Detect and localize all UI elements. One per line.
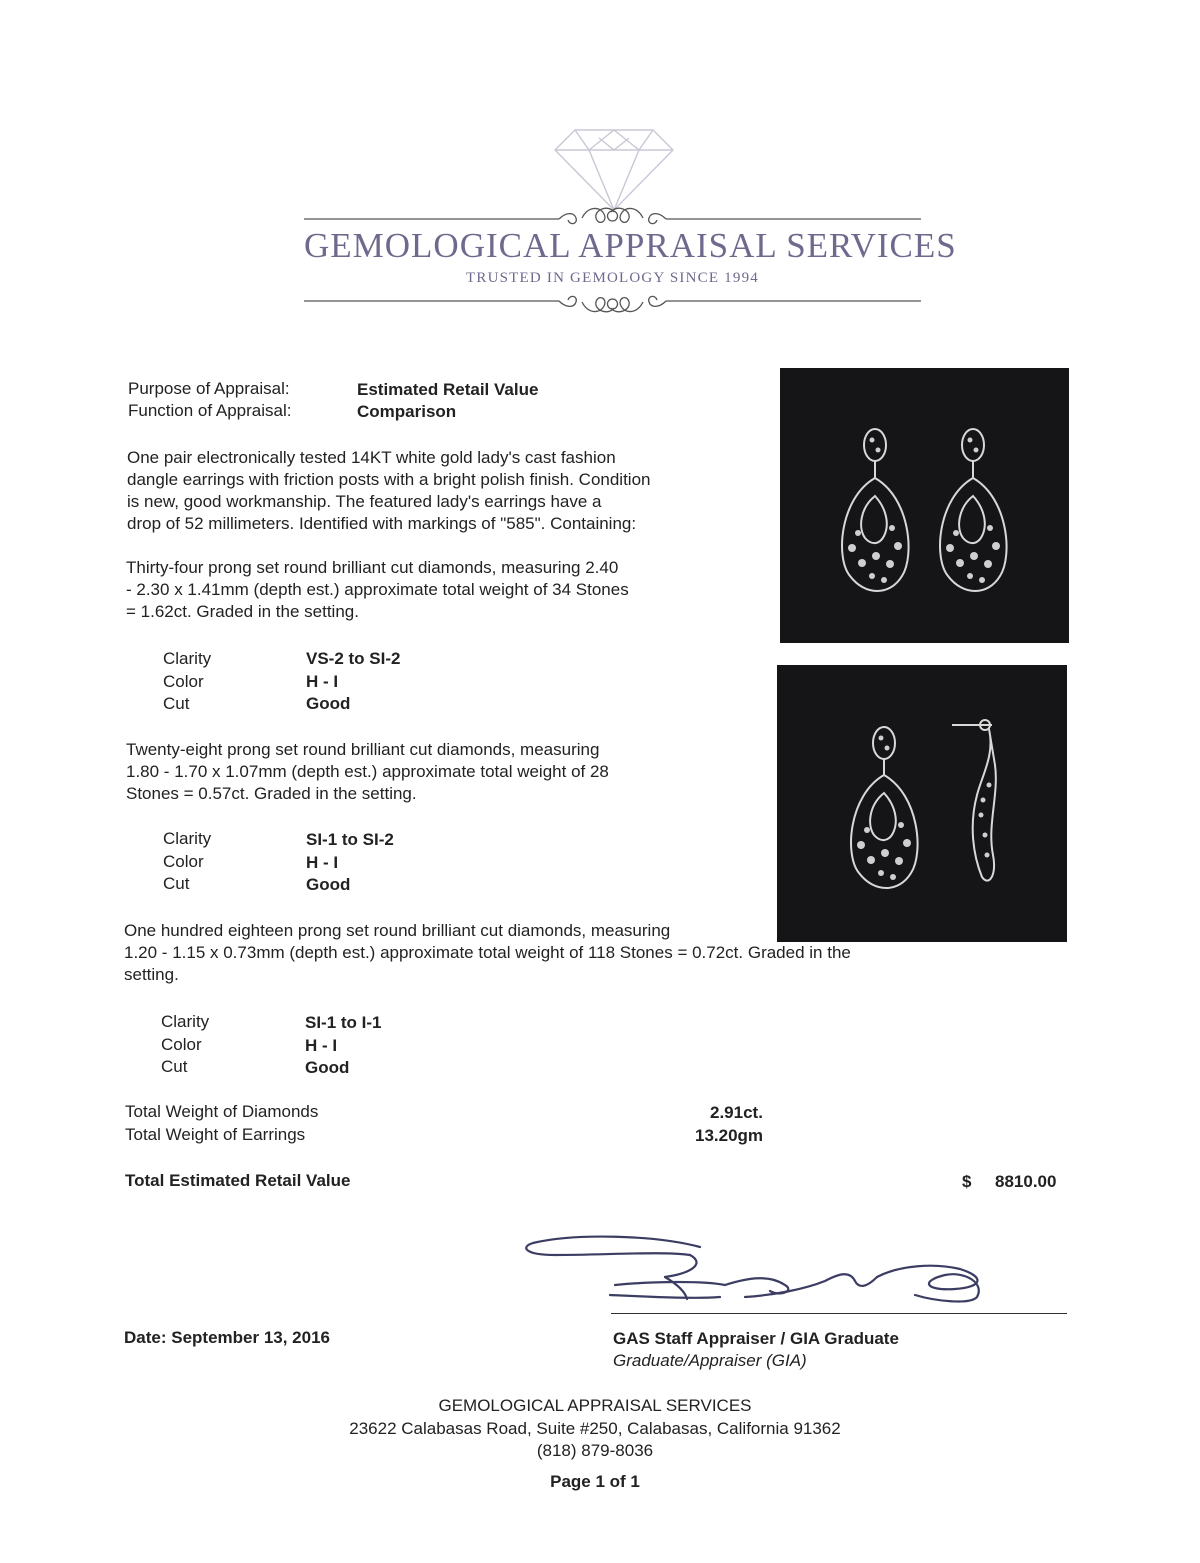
appraiser-title: GAS Staff Appraiser / GIA Graduate [613, 1329, 899, 1348]
stone-group-1-grades [163, 648, 211, 716]
color-value: H - I [306, 671, 339, 691]
stone-line: Thirty-four prong set round brilliant cut diamonds, measuring 2.40 [126, 558, 619, 577]
description-line: drop of 52 millimeters. Identified with markings of "585". Containing: [127, 514, 637, 533]
company-name: GEMOLOGICAL APPRAISAL SERVICES [304, 226, 957, 265]
total-retail-label: Total Estimated Retail Value [125, 1171, 351, 1190]
ornament-divider-bottom [304, 288, 921, 318]
diamond-logo-icon [553, 128, 675, 212]
clarity-value: SI-1 to SI-2 [306, 830, 394, 849]
stone-line: 1.20 - 1.15 x 0.73mm (depth est.) approximate total weight of 118 Stones = 0.72ct. Graded in the [124, 943, 851, 962]
earrings-side-image [777, 665, 1067, 942]
stone-group-2-grades [163, 828, 211, 896]
clarity-value: VS-2 to SI-2 [306, 649, 401, 668]
stone-line: Twenty-eight prong set round brilliant cut diamonds, measuring [126, 740, 600, 759]
cut-label: Cut [163, 874, 190, 893]
stone-line: = 1.62ct. Graded in the setting. [126, 602, 359, 621]
clarity-label: Clarity [163, 829, 212, 848]
cut-value: Good [306, 694, 351, 713]
stone-group-2-grade-values [306, 829, 394, 897]
stone-line: 1.80 - 1.70 x 1.07mm (depth est.) approximate total weight of 28 [126, 762, 609, 781]
earrings-photo-side [777, 665, 1067, 942]
company-tagline: TRUSTED IN GEMOLOGY SINCE 1994 [466, 270, 759, 286]
description-line: One pair electronically tested 14KT white gold lady's cast fashion [127, 448, 616, 467]
color-value: H - I [306, 852, 339, 872]
total-earrings-value: 13.20gm [695, 1126, 764, 1145]
color-label: Color [163, 851, 204, 871]
stone-group-1-description [126, 557, 766, 623]
cut-label: Cut [163, 694, 190, 713]
purpose-value: Estimated Retail Value [357, 380, 539, 399]
page-number: Page 1 of 1 [550, 1472, 640, 1491]
clarity-label: Clarity [161, 1012, 210, 1031]
stone-group-2-description [126, 739, 766, 805]
clarity-label: Clarity [163, 649, 212, 668]
stone-group-3-grade-values [305, 1012, 382, 1080]
signature-line [611, 1313, 1067, 1314]
description-line: dangle earrings with friction posts with a bright polish finish. Condition [127, 470, 651, 489]
cut-value: Good [306, 875, 351, 894]
clarity-value: SI-1 to I-1 [305, 1013, 382, 1032]
purpose-label: Purpose of Appraisal: [128, 379, 290, 398]
total-diamonds-label: Total Weight of Diamonds [125, 1102, 319, 1121]
total-diamonds-value: 2.91ct. [710, 1103, 763, 1122]
total-retail-value: 8810.00 [995, 1172, 1057, 1191]
footer-address: 23622 Calabasas Road, Suite #250, Calabasas, California 91362 [349, 1419, 841, 1438]
color-value: H - I [305, 1035, 338, 1055]
earrings-front-image [780, 368, 1069, 643]
total-earrings-label: Total Weight of Earrings [125, 1125, 306, 1144]
description-line: is new, good workmanship. The featured lady's earrings have a [127, 492, 602, 511]
footer-company: GEMOLOGICAL APPRAISAL SERVICES [438, 1396, 752, 1415]
stone-line: setting. [124, 965, 179, 984]
stone-line: - 2.30 x 1.41mm (depth est.) approximate total weight of 34 Stones [126, 580, 629, 599]
color-label: Color [161, 1034, 202, 1054]
appraisal-date: Date: September 13, 2016 [124, 1328, 330, 1347]
stone-line: Stones = 0.57ct. Graded in the setting. [126, 784, 417, 803]
stone-group-3-grades [161, 1011, 209, 1079]
function-label: Function of Appraisal: [128, 401, 292, 420]
cut-value: Good [305, 1058, 350, 1077]
stone-line: One hundred eighteen prong set round brilliant cut diamonds, measuring [124, 921, 671, 940]
appraiser-signature [515, 1225, 995, 1320]
earrings-photo-front [780, 368, 1069, 643]
item-description [127, 447, 767, 535]
color-label: Color [163, 671, 204, 691]
cut-label: Cut [161, 1057, 188, 1076]
function-value: Comparison [357, 402, 457, 421]
currency-symbol: $ [962, 1172, 972, 1191]
appraiser-subtitle: Graduate/Appraiser (GIA) [613, 1351, 807, 1370]
stone-group-1-grade-values [306, 648, 400, 716]
footer-phone: (818) 879-8036 [536, 1441, 654, 1460]
